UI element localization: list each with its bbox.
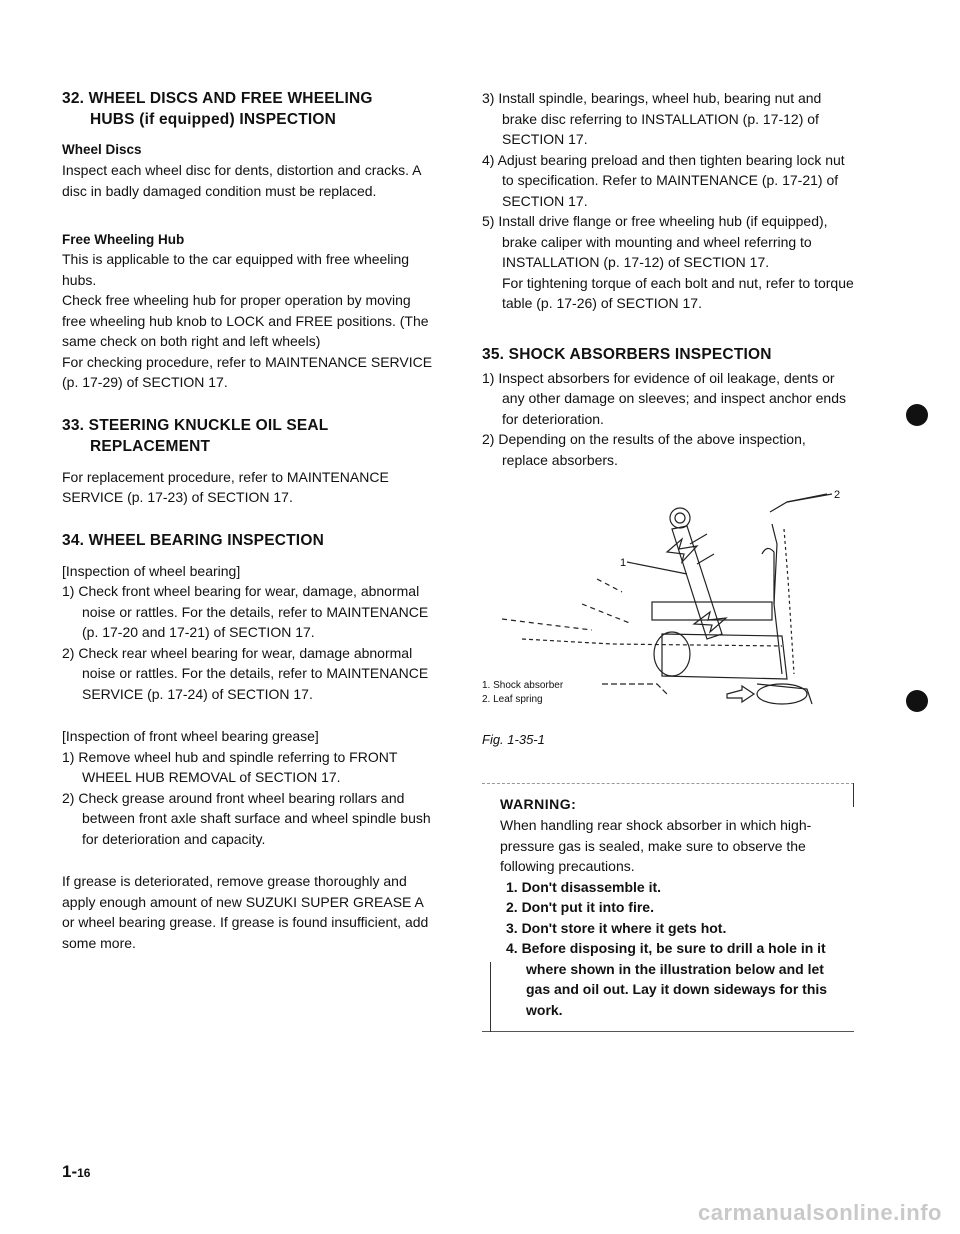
free-wheeling-hub-text-3: For checking procedure, refer to MAINTENANCE SERVICE (p. 17-29) of SECTION 17. [62, 353, 433, 390]
section-34-subheading-grease: [Inspection of front wheel bearing grease] [62, 728, 319, 744]
list-item: 3) Install spindle, bearings, wheel hub, bearing nut and brake disc referring to INSTALLATION (p. 17-12) of SECTION 17. [482, 90, 822, 147]
warning-box [482, 783, 854, 1032]
binder-hole-bottom [906, 690, 928, 712]
list-item: 1) Check front wheel bearing for wear, damage, abnormal noise or rattles. For the details, refer to MAINTENANCE (p. 17-20 and 17-21) of SECTION 17. [62, 583, 429, 640]
free-wheeling-hub-text-2: Check free wheeling hub for proper operation by moving free wheeling hub knob to LOCK and FREE positions. (The same check on both right and left wheels) [62, 292, 429, 349]
section-35-list [482, 368, 854, 471]
list-item: 4) Adjust bearing preload and then tighten bearing lock nut to specification. Refer to MAINTENANCE (p. 17-21) of SECTION 17. [482, 151, 845, 209]
list-item: 2) Check grease around front wheel bearing rollars and between front axle shaft surface and wheel spindle bush for deterioration and capacity. [62, 789, 431, 847]
shock-absorber-figure [482, 484, 854, 724]
list-item: 1) Inspect absorbers for evidence of oil leakage, dents or any other damage on sleeves; and inspect anchor ends for deterioration. [482, 369, 847, 427]
warning-text: When handling rear shock absorber in which high-pressure gas is sealed, make sure to observe the following precautions. [500, 817, 812, 874]
figure-caption: Fig. 1-35-1 [482, 732, 545, 747]
installation-steps-list [482, 88, 854, 314]
warning-title: WARNING: [500, 796, 577, 812]
page-number: 1-16 [62, 1162, 91, 1181]
list-item: 2) Depending on the results of the above inspection, replace absorbers. [482, 431, 806, 468]
list-item: 1. Don't disassemble it. [506, 878, 662, 895]
figure-legend [482, 679, 563, 707]
legend-item: 1. Shock absorber [482, 680, 564, 691]
legend-item: 2. Leaf spring [482, 694, 543, 705]
list-item: 5) Install drive flange or free wheeling hub (if equipped), brake caliper with mounting and wheel referring to INSTALLATION (p. 17-12) of SECTION 17. [482, 213, 828, 270]
left-column [62, 88, 434, 953]
wheel-discs-text: Inspect each wheel disc for dents, distortion and cracks. A disc in badly damaged condition must be replaced. [62, 162, 421, 199]
right-column [482, 88, 854, 1032]
binder-hole-top [906, 404, 928, 426]
list-item: 2) Check rear wheel bearing for wear, damage abnormal noise or rattles. For the details, refer to MAINTENANCE SERVICE (p. 17-24) of SECTION 17. [62, 644, 429, 702]
grease-instructions-text: If grease is deteriorated, remove grease thoroughly and apply enough amount of new SUZUKI SUPER GREASE A or wheel bearing grease. If grease is found insufficient, add some more. [62, 873, 429, 951]
wheel-discs-heading: Wheel Discs [62, 142, 142, 157]
section-34-subheading-bearing: [Inspection of wheel bearing] [62, 562, 241, 579]
warning-list [506, 877, 840, 1021]
free-wheeling-hub-heading: Free Wheeling Hub [62, 232, 185, 247]
callout-2: 2 [834, 489, 841, 501]
callout-1: 1 [620, 557, 627, 569]
section-34-grease-list [62, 747, 434, 850]
section-33-title: 33. STEERING KNUCKLE OIL SEAL REPLACEMENT [62, 416, 329, 455]
list-item: 3. Don't store it where it gets hot. [506, 919, 727, 936]
free-wheeling-hub-text-1: This is applicable to the car equipped with free wheeling hubs. [62, 251, 410, 288]
section-34-bearing-list [62, 581, 434, 704]
list-item: For tightening torque of each bolt and nut, refer to torque table (p. 17-26) of SECTION 17. [502, 274, 854, 311]
section-32-title: 32. WHEEL DISCS AND FREE WHEELING HUBS (if equipped) INSPECTION [62, 90, 373, 128]
section-35-title: 35. SHOCK ABSORBERS INSPECTION [482, 345, 772, 363]
list-item: 1) Remove wheel hub and spindle referring to FRONT WHEEL HUB REMOVAL of SECTION 17. [62, 748, 398, 785]
section-34-title: 34. WHEEL BEARING INSPECTION [62, 531, 324, 549]
list-item: 4. Before disposing it, be sure to drill a hole in it where shown in the illustration below and let gas and oil out. Lay it down sideways for this work. [506, 940, 828, 1018]
list-item: 2. Don't put it into fire. [506, 899, 654, 915]
section-33-text: For replacement procedure, refer to MAINTENANCE SERVICE (p. 17-23) of SECTION 17. [62, 468, 389, 505]
watermark: carmanualsonline.info [698, 1200, 942, 1225]
